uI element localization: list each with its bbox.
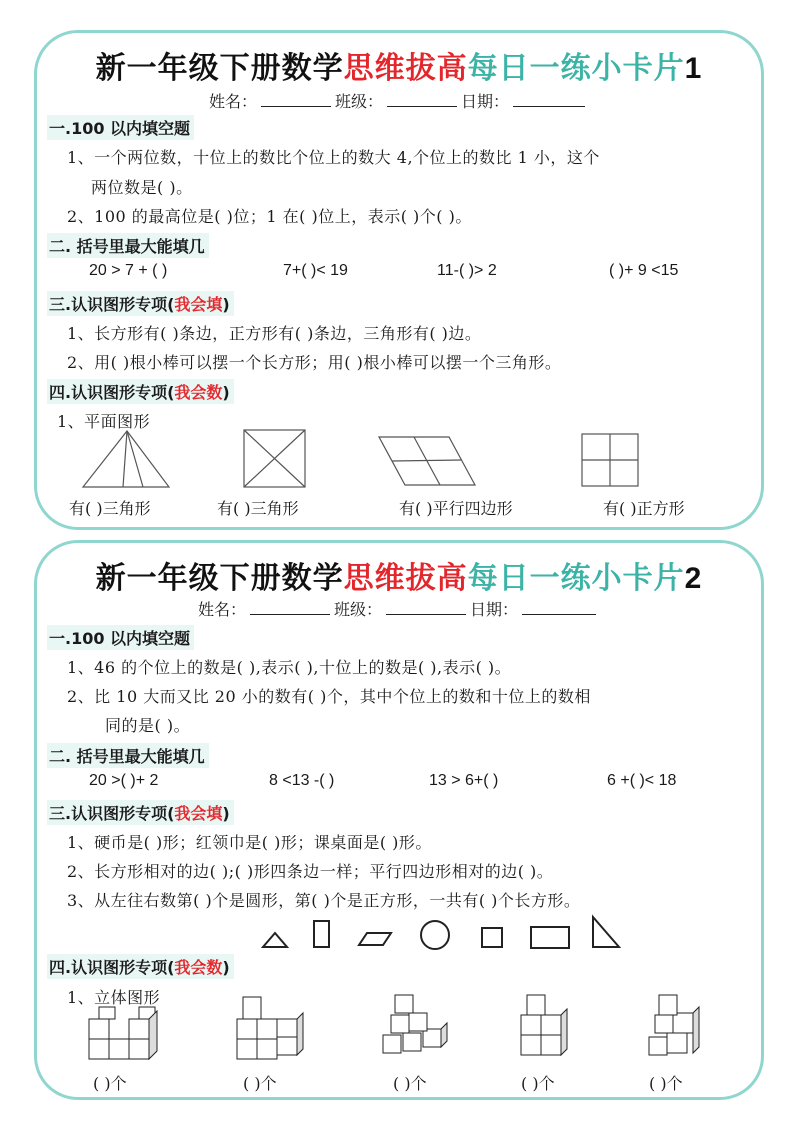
subheading-plane-figures: 1、平面图形	[57, 412, 151, 431]
shapes-row	[257, 915, 657, 949]
figure-answer-label: 有( )三角形	[69, 499, 151, 518]
figure-answer-label: 有( )平行四边形	[399, 499, 513, 518]
figure-answer-label: ( )个	[521, 1074, 555, 1093]
cube-stack-3-figure	[381, 991, 461, 1061]
figure-answer-label: ( )个	[393, 1074, 427, 1093]
date-label: 日期：	[470, 600, 519, 619]
inequality: 7+( )< 19	[283, 262, 348, 279]
section-heading-2: 二. 括号里最大能填几	[47, 743, 209, 768]
subheading-solid-figures: 1、立体图形	[67, 988, 161, 1007]
section-heading-3: 三.认识图形专项(我会填)	[47, 800, 234, 825]
card-title: 新一年级下册数学思维拔高每日一练小卡片2	[95, 561, 703, 596]
name-label: 姓名：	[208, 92, 257, 111]
section-heading-4: 四.认识图形专项(我会数)	[47, 379, 234, 404]
figure-answer-label: ( )个	[243, 1074, 277, 1093]
parallelogram-grid-figure	[377, 435, 477, 487]
cube-stack-2-figure	[233, 993, 313, 1061]
figure-answer-label: 有( )正方形	[603, 499, 685, 518]
class-label: 班级：	[334, 92, 383, 111]
square-shape	[482, 928, 502, 947]
date-field[interactable]	[522, 601, 596, 615]
worksheet-card-2	[34, 540, 764, 1100]
question-text: 1、硬币是( )形；红领巾是( )形；课桌面是( )形。	[67, 833, 432, 852]
wide-rectangle-shape	[531, 927, 569, 948]
parallelogram-shape	[359, 933, 391, 945]
question-text: 2、比 10 大而又比 20 小的数有( )个，其中个位上的数和十位上的数相	[67, 687, 591, 706]
tall-rectangle-shape	[314, 921, 329, 947]
question-text: 2、用( )根小棒可以摆一个长方形；用( )根小棒可以摆一个三角形。	[67, 353, 562, 372]
student-info-line	[37, 597, 761, 620]
question-text: 3、从左往右数第( )个是圆形，第( )个是正方形，一共有( )个长方形。	[67, 891, 581, 910]
question-text: 2、长方形相对的边( );( )形四条边一样；平行四边形相对的边( )。	[67, 862, 554, 881]
worksheet-card-1	[34, 30, 764, 530]
cube-stack-5-figure	[647, 991, 717, 1061]
question-text: 两位数是( )。	[91, 178, 193, 197]
square-grid-figure	[581, 433, 639, 487]
cube-stack-4-figure	[519, 991, 589, 1061]
card-title: 新一年级下册数学思维拔高每日一练小卡片1	[95, 51, 703, 86]
triangle-shape	[263, 933, 287, 947]
circle-shape	[421, 921, 449, 949]
rectangle-x-figure	[243, 429, 307, 489]
figure-answer-label: 有( )三角形	[217, 499, 299, 518]
inequality: 13 > 6+( )	[429, 772, 499, 789]
right-triangle-shape	[593, 917, 619, 947]
inequality: 20 >( )+ 2	[89, 772, 159, 789]
name-field[interactable]	[250, 601, 330, 615]
class-label: 班级：	[333, 600, 382, 619]
figure-answer-label: ( )个	[93, 1074, 127, 1093]
cube-stack-1-figure	[87, 995, 177, 1061]
name-label: 姓名：	[197, 600, 246, 619]
inequality: 8 <13 -( )	[269, 772, 335, 789]
name-field[interactable]	[261, 93, 331, 107]
date-label: 日期：	[461, 92, 510, 111]
section-heading-2: 二. 括号里最大能填几	[47, 233, 209, 258]
section-heading-1: 一.100 以内填空题	[47, 625, 194, 650]
figure-answer-label: ( )个	[649, 1074, 683, 1093]
inequality: 11-( )> 2	[437, 262, 497, 279]
class-field[interactable]	[387, 93, 457, 107]
section-heading-4: 四.认识图形专项(我会数)	[47, 954, 234, 979]
inequality: ( )+ 9 <15	[609, 262, 679, 279]
question-text: 同的是( )。	[105, 716, 191, 735]
question-text: 1、一个两位数，十位上的数比个位上的数大 4,个位上的数比 1 小，这个	[67, 148, 600, 167]
question-text: 1、长方形有( )条边，正方形有( )条边，三角形有( )边。	[67, 324, 482, 343]
triangle-split-figure	[81, 429, 171, 489]
question-text: 2、100 的最高位是( )位；1 在( )位上，表示( )个( )。	[67, 207, 472, 226]
question-text: 1、46 的个位上的数是( ),表示( ),十位上的数是( ),表示( )。	[67, 658, 512, 677]
section-heading-3: 三.认识图形专项(我会填)	[47, 291, 234, 316]
inequality: 6 +( )< 18	[607, 772, 677, 789]
section-heading-1: 一.100 以内填空题	[47, 115, 194, 140]
date-field[interactable]	[513, 93, 585, 107]
class-field[interactable]	[386, 601, 466, 615]
inequality: 20 > 7 + ( )	[89, 262, 168, 279]
student-info-line	[37, 89, 761, 112]
